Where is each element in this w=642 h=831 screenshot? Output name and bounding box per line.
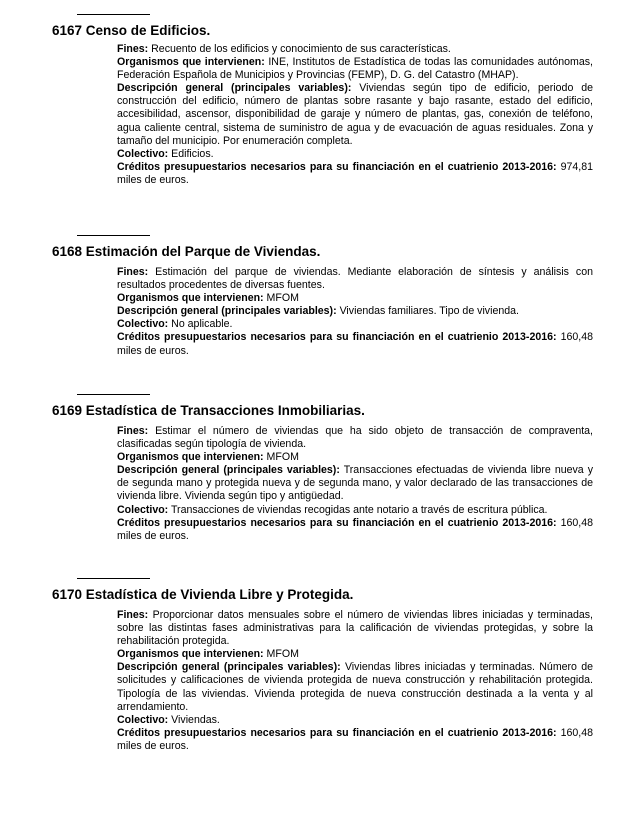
section-rule <box>77 394 150 395</box>
fines-line <box>117 43 593 56</box>
creditos-label: Créditos presupuestarios necesarios para su financiación en el cuatrienio 2013-2016: <box>117 516 557 529</box>
creditos-label: Créditos presupuestarios necesarios para su financiación en el cuatrienio 2013-2016: <box>117 726 557 739</box>
colectivo-line <box>117 148 593 161</box>
creditos-label: Créditos presupuestarios necesarios para su financiación en el cuatrienio 2013-2016: <box>117 160 557 173</box>
descripcion-text: Viviendas libres iniciadas y terminadas. Número de solicitudes y calificaciones de vivienda protegida de nueva construcción y rehabilitación protegida. Tipología de las viviendas. Vivienda protegida de nueva construcción destinada a la venta y al arrendamiento. <box>117 661 594 713</box>
entry-title: 6167 Censo de Edificios. <box>52 23 211 38</box>
colectivo-line <box>117 504 593 517</box>
entry-title: 6169 Estadística de Transacciones Inmobiliarias. <box>52 403 365 418</box>
organismos-text: INE, Institutos de Estadística de todas las comunidades autónomas, Federación Española de Municipios y Provincias (FEMP), D. G. del Catastro (MHAP). <box>117 56 593 82</box>
descripcion-label: Descripción general (principales variables): <box>117 82 352 95</box>
creditos-line <box>117 727 593 753</box>
organismos-line <box>117 648 593 661</box>
fines-text: Proporcionar datos mensuales sobre el número de viviendas libres iniciadas y terminadas, sobre las distintas fases administrativas para la calificación de viviendas protegidas, y sobre la rehabilitación protegida. <box>117 609 593 648</box>
descripcion-text: Viviendas familiares. Tipo de vivienda. <box>339 305 519 318</box>
colectivo-label: Colectivo: <box>117 318 169 331</box>
organismos-label: Organismos que intervienen: <box>117 451 264 464</box>
fines-label: Fines: <box>117 425 149 437</box>
organismos-label: Organismos que intervienen: <box>117 56 265 69</box>
descripcion-line <box>117 305 593 318</box>
organismos-label: Organismos que intervienen: <box>117 292 264 305</box>
entry-body <box>117 425 593 543</box>
creditos-text: 160,48 miles de euros. <box>117 331 593 357</box>
creditos-text: 160,48 miles de euros. <box>117 516 593 542</box>
organismos-line <box>117 56 593 82</box>
section-rule <box>77 235 150 236</box>
descripcion-label: Descripción general (principales variables): <box>117 464 340 477</box>
creditos-line <box>117 517 593 543</box>
fines-label: Fines: <box>117 266 149 278</box>
fines-text: Estimación del parque de viviendas. Mediante elaboración de síntesis y análisis con resultados procedentes de diversas fuentes. <box>117 266 593 292</box>
creditos-label: Créditos presupuestarios necesarios para su financiación en el cuatrienio 2013-2016: <box>117 331 557 344</box>
colectivo-label: Colectivo: <box>117 503 169 516</box>
entry-body <box>117 266 593 358</box>
section-rule <box>77 578 150 579</box>
organismos-label: Organismos que intervienen: <box>117 648 264 661</box>
colectivo-text: Viviendas. <box>171 713 220 726</box>
creditos-line <box>117 161 593 187</box>
organismos-line <box>117 292 593 305</box>
colectivo-text: Edificios. <box>171 147 214 160</box>
descripcion-line <box>117 82 593 147</box>
colectivo-label: Colectivo: <box>117 713 169 726</box>
colectivo-label: Colectivo: <box>117 147 169 160</box>
creditos-line <box>117 331 593 357</box>
creditos-text: 160,48 miles de euros. <box>117 726 593 752</box>
organismos-line <box>117 451 593 464</box>
fines-text: Recuento de los edificios y conocimiento de sus características. <box>151 43 451 55</box>
entry-title: 6168 Estimación del Parque de Viviendas. <box>52 244 321 259</box>
entry-body <box>117 43 593 187</box>
entry-title: 6170 Estadística de Vivienda Libre y Protegida. <box>52 587 354 602</box>
organismos-text: MFOM <box>266 292 299 305</box>
descripcion-text: Viviendas según tipo de edificio, periodo de construcción del edificio, número de plantas sobre rasante y bajo rasante, estado del edificio, accesibilidad, ascensor, disponibilidad de garaje y número de plantas, gas, conexión de teléfono, agua caliente central, sistema de suministro de agua y de evacuación de aguas residuales. Zona y tamaño del municipio. Por enumeración completa. <box>117 82 593 147</box>
fines-line <box>117 266 593 292</box>
descripcion-text: Transacciones efectuadas de vivienda libre nueva y de segunda mano y protegida nueva y de segunda mano, y valor declarado de las transacciones de vivienda libre. Vivienda según tipo y antigüedad. <box>117 464 593 503</box>
descripcion-line <box>117 661 593 713</box>
section-rule <box>77 14 150 15</box>
fines-label: Fines: <box>117 609 149 621</box>
fines-label: Fines: <box>117 43 149 55</box>
colectivo-line <box>117 714 593 727</box>
creditos-text: 974,81 miles de euros. <box>117 160 593 186</box>
colectivo-line <box>117 318 593 331</box>
descripcion-line <box>117 464 593 503</box>
fines-line <box>117 609 593 648</box>
descripcion-label: Descripción general (principales variables): <box>117 305 337 318</box>
fines-text: Estimar el número de viviendas que ha sido objeto de transacción de compraventa, clasificadas según tipología de vivienda. <box>117 425 593 451</box>
entry-body <box>117 609 593 753</box>
colectivo-text: No aplicable. <box>171 318 233 331</box>
colectivo-text: Transacciones de viviendas recogidas ante notario a través de escritura pública. <box>170 503 548 516</box>
descripcion-label: Descripción general (principales variables): <box>117 661 341 674</box>
organismos-text: MFOM <box>266 451 299 464</box>
fines-line <box>117 425 593 451</box>
organismos-text: MFOM <box>266 648 299 661</box>
